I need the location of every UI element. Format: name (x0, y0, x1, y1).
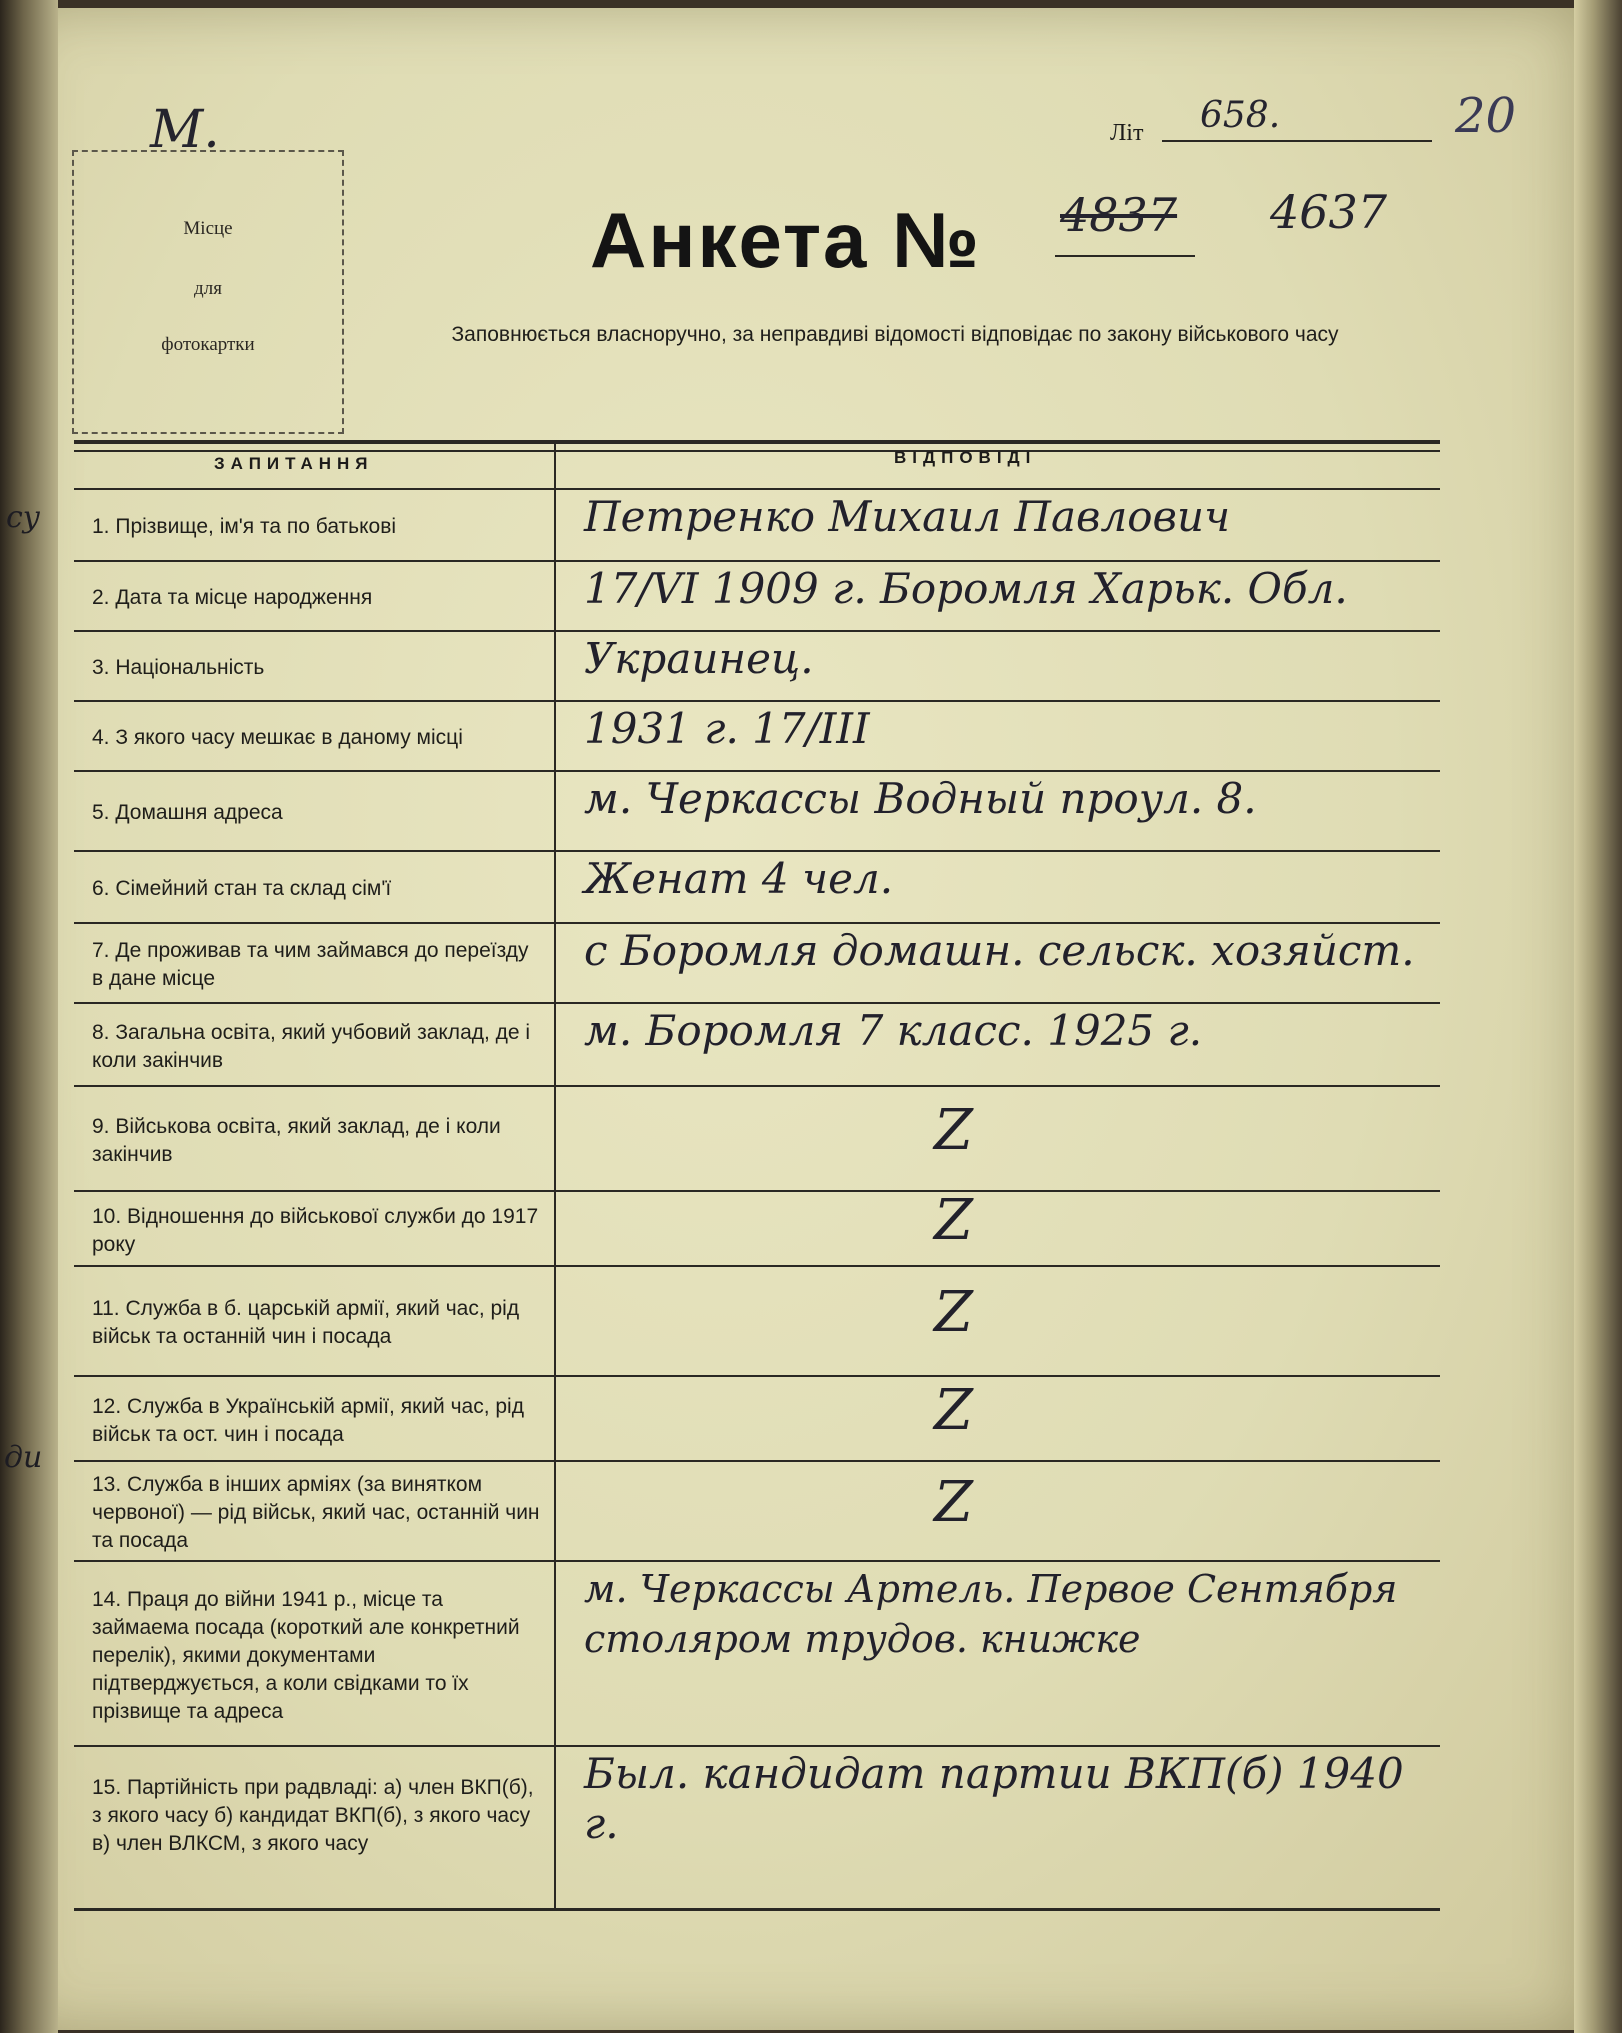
number-underline (1055, 255, 1195, 257)
form-number-crossed: 4837 (1060, 188, 1178, 242)
photo-label: Місце (183, 218, 233, 239)
row-divider (74, 770, 1440, 772)
answer-4: 1931 г. 17/III (584, 704, 870, 753)
answer-14: м. Черкассы Артель. Первое Сентября столяром трудов. книжке (584, 1567, 1398, 1661)
answer-11-dash: Z (934, 1280, 973, 1345)
table-top-rule (74, 450, 1440, 452)
question-4: 4. З якого часу мешкає в даному місці (92, 726, 463, 749)
margin-mark: ди (4, 1440, 43, 1475)
question-15: 15. Партійність при радвладі: а) член ВКП(б), з якого часу б) кандидат ВКП(б), з якого часу в) член ВЛКСМ, з якого часу (92, 1775, 534, 1855)
answer-5: м. Черкассы Водный проул. 8. (584, 774, 1257, 823)
row-divider (74, 1265, 1440, 1267)
form-title: Анкета № (590, 196, 982, 284)
row-divider (74, 1560, 1440, 1562)
row-divider (74, 850, 1440, 852)
answer-7: с Боромля домашн. сельск. хозяйст. (584, 926, 1415, 975)
row-divider (74, 1190, 1440, 1192)
sheet-mark: М. (150, 100, 220, 160)
question-3: 3. Національність (92, 656, 265, 679)
answer-10-dash: Z (934, 1187, 973, 1253)
row-divider (74, 1375, 1440, 1377)
row-divider (74, 1002, 1440, 1004)
answer-13-dash: Z (934, 1470, 973, 1535)
lit-underline (1162, 140, 1432, 142)
answer-3: Украинец. (584, 634, 814, 683)
lit-label: Літ (1110, 120, 1144, 146)
row-divider (74, 700, 1440, 702)
column-header-answers: ВІДПОВІДІ (894, 448, 1037, 467)
left-page-edge (0, 0, 58, 2033)
answer-15: Был. кандидат партии ВКП(б) 1940 г. (584, 1749, 1404, 1848)
photo-label: фотокартки (161, 334, 255, 355)
answer-12-dash: Z (934, 1377, 973, 1443)
lit-value: 658. (1200, 95, 1281, 136)
row-divider (74, 630, 1440, 632)
margin-mark: су (6, 500, 41, 535)
row-divider (74, 488, 1440, 490)
form-number-new: 4637 (1270, 185, 1388, 239)
question-1: 1. Прізвище, ім'я та по батькові (92, 515, 397, 538)
row-divider (74, 922, 1440, 924)
table-top-rule (74, 440, 1440, 444)
question-7: 7. Де проживав та чим займався до переїзду в дане місце (92, 939, 529, 990)
answer-2: 17/VI 1909 г. Боромля Харьк. Обл. (584, 564, 1348, 613)
table-bottom-rule (74, 1908, 1440, 1911)
row-divider (74, 560, 1440, 562)
photo-label: для (194, 278, 222, 299)
question-14: 14. Праця до війни 1941 р., місце та займаема посада (короткий але конкретний перелік), якими документами підтверджується, а коли свідками то їх прізвище та адреса (92, 1587, 520, 1723)
answer-9-dash: Z (934, 1097, 973, 1163)
column-divider (554, 440, 556, 1910)
page-number: 20 (1455, 88, 1517, 144)
row-divider (74, 1460, 1440, 1462)
question-10: 10. Відношення до військової служби до 1917 року (92, 1204, 539, 1256)
question-9: 9. Військова освіта, який заклад, де і коли закінчив (92, 1114, 501, 1166)
question-13: 13. Служба в інших арміях (за винятком червоної) — рід військ, який час, останній чин та посада (92, 1473, 540, 1552)
question-5: 5. Домашня адреса (92, 801, 283, 824)
question-6: 6. Сімейний стан та склад сім'ї (92, 877, 392, 900)
question-8: 8. Загальна освіта, який учбовий заклад, де і коли закінчив (92, 1020, 531, 1072)
right-page-edge (1574, 0, 1622, 2033)
answer-8: м. Боромля 7 класс. 1925 г. (584, 1006, 1203, 1055)
answer-6: Женат 4 чел. (584, 854, 894, 903)
answer-1: Петренко Михаил Павлович (584, 492, 1231, 541)
row-divider (74, 1085, 1440, 1087)
column-header-questions: ЗАПИТАННЯ (214, 454, 374, 473)
photo-placeholder (72, 150, 344, 434)
question-12: 12. Служба в Українській армії, який час, рід військ та ост. чин і посада (92, 1394, 524, 1446)
question-2: 2. Дата та місце народження (92, 586, 373, 609)
question-11: 11. Служба в б. царській армії, який час, рід військ та останній чин і посада (92, 1297, 520, 1348)
form-instructions: Заповнюється власноручно, за неправдиві відомості відповідає по закону військового часу (451, 323, 1339, 346)
row-divider (74, 1745, 1440, 1747)
